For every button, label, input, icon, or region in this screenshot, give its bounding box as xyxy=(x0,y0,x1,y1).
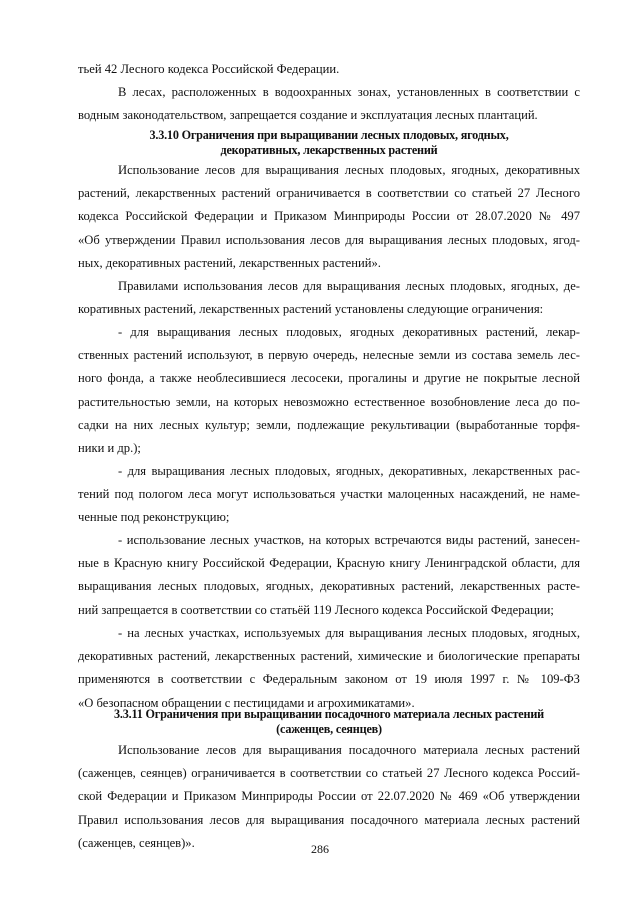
list-item-nonforest-lands xyxy=(78,321,580,460)
heading-line: 3.3.10 Ограничения при выращивании лесных плодовых, ягодных, xyxy=(149,128,509,142)
heading-line: 3.3.11 Ограничения при выращивании посадочного материала лесных растений xyxy=(114,707,544,721)
text-line: Правил использования лесов для выращивания посадочного материала лесных растений xyxy=(78,812,580,827)
text-line: - использование лесных участков, на которых встречаются виды растений, занесен- xyxy=(118,533,580,547)
text-line: «О безопасном обращении с пестицидами и агрохимикатами». xyxy=(78,695,415,710)
paragraph-planting-material xyxy=(78,739,580,855)
text-line: Использование лесов для выращивания посадочного материала лесных растений xyxy=(118,743,580,757)
text-line: «Об утверждении Правил использования лесов для выращивания лесных плодовых, ягод- xyxy=(78,232,580,247)
text-line: растений, лекарственных растений ограничивается в соответствии со статьей 27 Лесного xyxy=(78,186,580,201)
section-heading-3-3-11 xyxy=(78,707,580,737)
page-number: 286 xyxy=(311,842,329,856)
text-line: (саженцев, сеянцев) ограничивается в соответствии со статьей 27 Лесного кодекса Россий- xyxy=(78,766,580,781)
text-line: водным законодательством, запрещается создание и эксплуатация лесных плантаций. xyxy=(78,108,538,123)
text-line: ний запрещается в соответствии со статьёй 119 Лесного кодекса Российской Федерации; xyxy=(78,602,554,617)
text-line: ные в Красную книгу Российской Федерации, Красную книгу Ленинградской области, для xyxy=(78,556,580,571)
list-item-canopy-plots xyxy=(78,460,580,530)
paragraph-rules-intro xyxy=(78,275,580,321)
text-line: В лесах, расположенных в водоохранных зонах, установленных в соответствии с xyxy=(118,85,580,99)
heading-line: (саженцев, сеянцев) xyxy=(276,722,382,736)
list-item-chemicals xyxy=(78,622,580,715)
text-line: декоративных растений, лекарственных растений, химические и биологические препараты xyxy=(78,649,580,664)
text-line: Использование лесов для выращивания лесных плодовых, ягодных, декоративных xyxy=(118,163,580,177)
text-line: ники и др.); xyxy=(78,441,141,456)
text-line: кодекса Российской Федерации и Приказом Минприроды России от 28.07.2020 № 497 xyxy=(78,209,580,224)
text-line: выращивания лесных плодовых, ягодных, декоративных растений, лекарственных расте- xyxy=(78,579,580,594)
text-line: применяются в соответствии с Федеральным законом от 19 июля 1997 г. № 109-ФЗ xyxy=(78,672,580,687)
text-line: (саженцев, сеянцев)». xyxy=(78,835,195,850)
list-item-red-book xyxy=(78,529,580,622)
heading-line: декоративных, лекарственных растений xyxy=(220,143,438,157)
text-line: тьей 42 Лесного кодекса Российской Федерации. xyxy=(78,62,340,76)
paragraph-continuation xyxy=(78,58,580,81)
text-line: тений под пологом леса могут использоваться участки малоценных насаждений, не наме- xyxy=(78,487,580,502)
text-line: коративных растений, лекарственных растений установлены следующие ограничения: xyxy=(78,302,544,317)
text-line: ской Федерации и Приказом Минприроды России от 22.07.2020 № 469 «Об утверждении xyxy=(78,789,580,804)
text-line: - для выращивания лесных плодовых, ягодных декоративных растений, лекар- xyxy=(118,325,580,339)
text-line: ченные под реконструкцию; xyxy=(78,510,230,525)
text-line: растительностью земли, на которых невозможно естественное возобновление леса до по- xyxy=(78,394,580,409)
text-line: ного фонда, а также необлесившиеся лесосеки, прогалины и другие не покрытые лесной xyxy=(78,371,580,386)
section-heading-3-3-10 xyxy=(78,128,580,158)
text-line: ных, декоративных растений, лекарственных растений». xyxy=(78,255,381,270)
paragraph-usage-restriction xyxy=(78,159,580,275)
paragraph-water-protection xyxy=(78,81,580,127)
text-line: садки на них лесных культур; земли, подлежащие рекультивации (выработанные торфя- xyxy=(78,417,580,432)
text-line: - для выращивания лесных плодовых, ягодных, декоративных, лекарственных рас- xyxy=(118,464,580,478)
text-line: Правилами использования лесов для выращивания лесных плодовых, ягодных, де- xyxy=(118,279,580,293)
text-line: - на лесных участках, используемых для выращивания лесных плодовых, ягодных, xyxy=(118,626,580,640)
text-line: ственных растений используют, в первую очередь, нелесные земли из состава земель лес- xyxy=(78,348,580,363)
